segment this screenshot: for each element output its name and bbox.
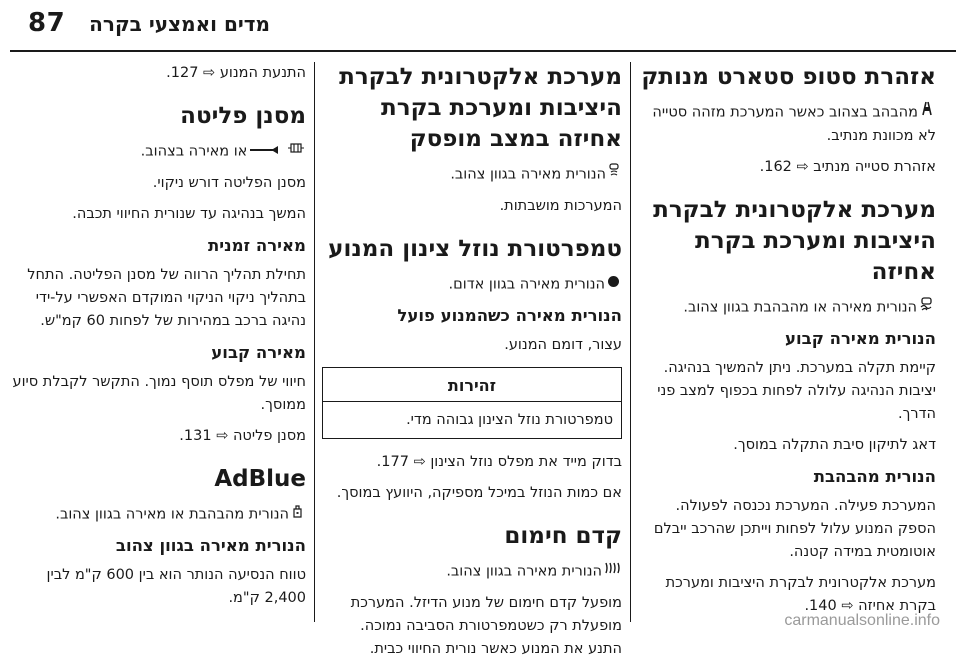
column-left <box>8 62 306 618</box>
heading-coolant: טמפרטורת נוזל צינון המנוע <box>328 235 622 262</box>
paragraph: תחילת תהליך הרווה של מסנן הפליטה. התחל בתהליך ניקוי הניקוי המוקדם האפשרי על-ידי נהיגה ברכב במהירות של לפחות 60 קמ"ש. <box>27 266 306 329</box>
preheat-coil-icon <box>604 560 620 583</box>
page-title: מדים ואמצעי בקרה <box>89 12 270 36</box>
exhaust-icon <box>249 140 279 163</box>
paragraph: מופעל קדם חימום של מנוע הדיזל. המערכת מופעלת רק כשטמפרטורת הסביבה נמוכה. התנע את המנוע כאשר נורית החיווי כבית. <box>350 594 622 657</box>
page-header <box>0 0 960 52</box>
paragraph: עצור, דומם המנוע. <box>504 337 622 353</box>
watermark: carmanualsonline.info <box>784 612 940 629</box>
coolant-warning-icon <box>607 273 620 296</box>
heading-exhaust-filter: מסנן פליטה <box>180 103 306 129</box>
paragraph: מהבהב בצהוב כאשר המערכת מזהה סטייה לא מכוונת מנתיב. <box>638 101 936 148</box>
header-divider <box>10 50 956 52</box>
paragraph: הנורית מהבהבת או מאירה בגוון צהוב. <box>8 503 306 527</box>
heading-preheat: קדם חימום <box>504 523 622 549</box>
paragraph: אם כמות הנוזל במיכל מספיקה, היוועץ במוסך. <box>336 485 622 501</box>
subheading-running: הנורית מאירה כשהמנוע פועל <box>397 306 622 325</box>
paragraph: מסנן הפליטה דורש ניקוי. <box>152 174 306 191</box>
paragraph: המערכות מושבתות. <box>499 197 622 214</box>
lane-departure-icon <box>920 101 934 124</box>
subheading-temporary: מאירה זמנית <box>208 235 306 255</box>
caution-title: זהירות <box>323 368 621 402</box>
esc-off-icon <box>608 163 620 186</box>
paragraph: דאג לתיקון סיבת התקלה במוסך. <box>733 437 936 453</box>
paragraph: הנורית מאירה או מהבהבת בגוון צהוב. <box>638 296 936 320</box>
exhaust-filter-icon <box>288 140 304 163</box>
paragraph: בדוק מייד את מפלס נוזל הצינון ⇨ 177. <box>376 454 622 470</box>
paragraph: חיווי של מפלס תוסף נמוך. התקשר לקבלת סיוע ממוסך. <box>12 373 306 413</box>
column-middle <box>322 62 622 669</box>
column-divider-right <box>630 62 631 622</box>
subheading-flash: הנורית מהבהבת <box>813 467 936 486</box>
adblue-icon <box>291 503 304 526</box>
subheading-on: הנורית מאירה קבוע <box>785 329 936 348</box>
paragraph: או מאירה בצהוב. <box>8 140 306 164</box>
caution-text: טמפרטורת נוזל הצינון גבוהה מדי. <box>406 412 613 428</box>
paragraph: אזהרת סטייה מנתיב ⇨ 162. <box>759 158 936 175</box>
paragraph: טווח הנסיעה הנותר הוא בין 600 ק"מ לבין 2,400 ק"מ. <box>46 567 306 606</box>
subheading-constant: מאירה קבוע <box>211 342 306 362</box>
paragraph: מערכת אלקטרונית לבקרת היציבות ומערכת בקרת אחיזה ⇨ 140. <box>665 575 936 614</box>
column-right <box>638 62 936 626</box>
caution-box <box>322 367 622 439</box>
paragraph: קיימת תקלה במערכת. ניתן להמשיך בנהיגה. יציבות הנהיגה עלולה לפחות בכפוף למצב פני הדרך. <box>657 360 936 422</box>
heading-esc: מערכת אלקטרונית לבקרת היציבות ומערכת בקרת אחיזה <box>653 196 936 285</box>
heading-adblue: AdBlue <box>214 465 306 492</box>
page-number: 87 <box>28 8 66 38</box>
paragraph: הנורית מאירה בגוון צהוב. <box>322 560 622 584</box>
paragraph: המשך בנהיגה עד שנורית החיווי תכבה. <box>72 205 306 222</box>
heading-esc-off: מערכת אלקטרונית לבקרת היציבות ומערכת בקרת אחיזה במצב מופסק <box>339 64 622 152</box>
paragraph: הנורית מאירה בגוון צהוב. <box>322 163 622 187</box>
esc-icon <box>919 296 934 319</box>
column-divider-left <box>314 62 315 622</box>
paragraph: הנורית מאירה בגוון אדום. <box>322 273 622 297</box>
heading-start-stop: אזהרת סטופ סטארט מנותק <box>641 64 936 90</box>
subheading-yellow: הנורית מאירה בגוון צהוב <box>115 536 306 555</box>
paragraph: המערכת פעילה. המערכת נכנסה לפעולה. הספק המנוע עלול לפחות וייתכן שהרכב ייבלם אוטומטית במידה קטנה. <box>653 498 936 560</box>
paragraph: מסנן פליטה ⇨ 131. <box>179 427 306 444</box>
paragraph: התנעת המנוע ⇨ 127. <box>166 65 306 81</box>
